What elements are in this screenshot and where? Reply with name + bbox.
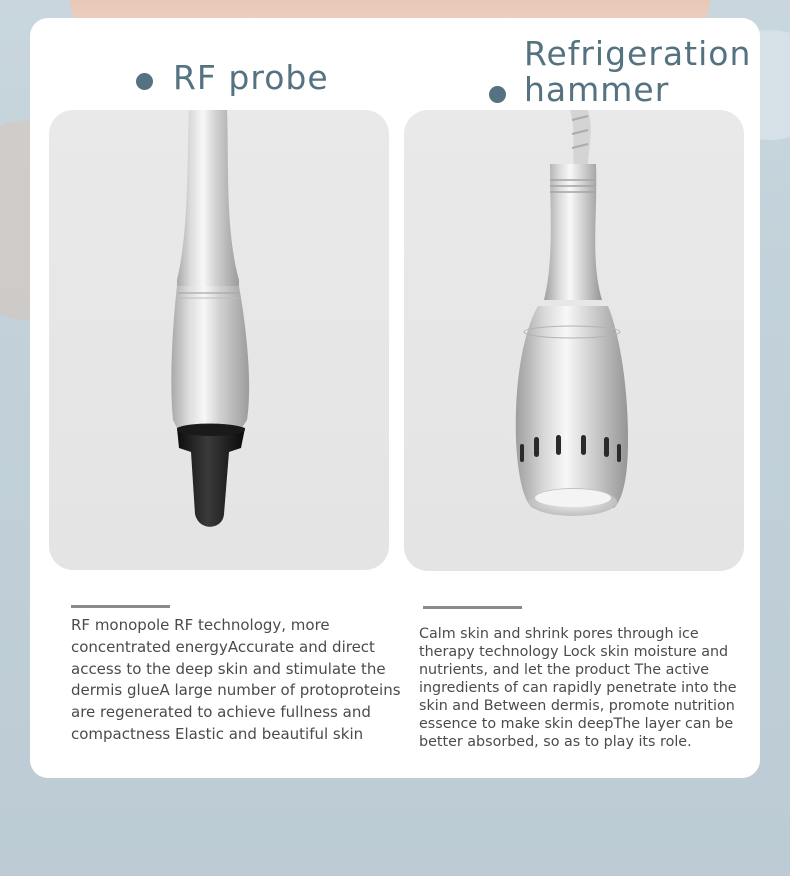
refrigeration-hammer-heading bbox=[489, 34, 752, 109]
bullet-dot-icon bbox=[489, 86, 506, 103]
refrigeration-hammer-description: Calm skin and shrink pores through ice therapy technology Lock skin moisture and nutrients, and let the product The active ingredients of can rapidly penetrate into the skin and Between dermis, promote nutrition essence to make skin deepThe layer can be better absorbed, so as to play its role. bbox=[419, 626, 737, 750]
rf-probe-title: RF probe bbox=[173, 58, 329, 97]
feature-card bbox=[30, 18, 760, 778]
refrigeration-hammer-image bbox=[404, 110, 744, 571]
refrigeration-hammer-title bbox=[524, 36, 751, 108]
title-line-2: hammer bbox=[524, 70, 670, 109]
bullet-dot-icon bbox=[136, 73, 153, 90]
rf-probe-image bbox=[49, 110, 389, 570]
rf-probe-description: RF monopole RF technology, more concentrated energyAccurate and direct access to the deep skin and stimulate the dermis glueA large number of protoproteins are regenerated to achieve fullness and compactness Elastic and beautiful skin bbox=[71, 616, 401, 743]
divider-line bbox=[423, 606, 522, 609]
rf-probe-heading bbox=[136, 60, 329, 96]
divider-line bbox=[71, 605, 170, 608]
title-line-1: Refrigeration bbox=[524, 34, 752, 73]
